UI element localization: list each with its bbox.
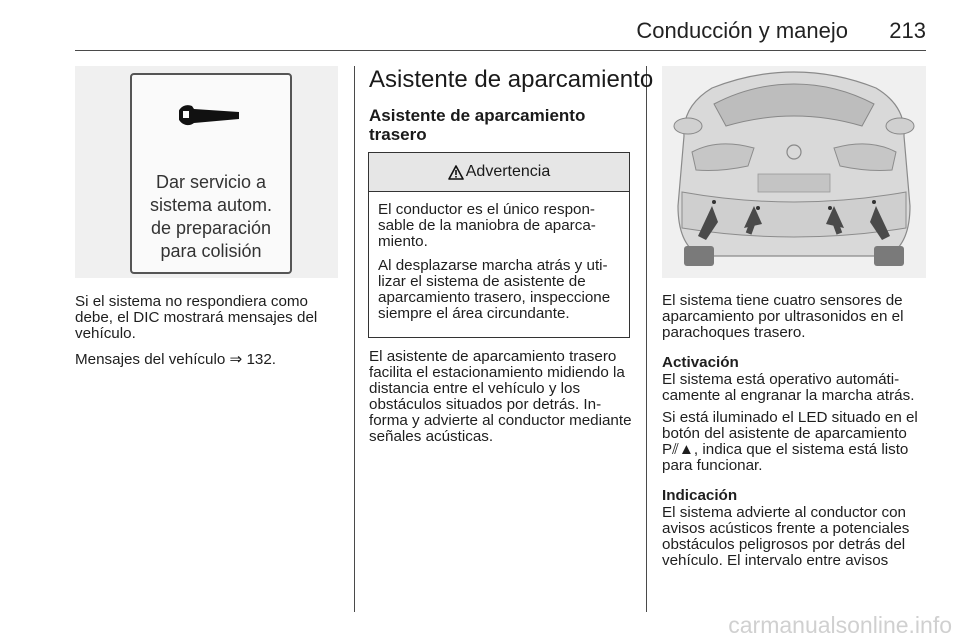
middle-column-text [369,349,633,455]
warning-paragraph-2: Al desplazarse marcha atrás y utilizar el sistema de asistente de aparcamiento trasero, inspeccione siempre el área circundante. [378,257,611,322]
left-column-text [75,294,337,378]
dic-paragraph: Si el sistema no respondiera como debe, el DIC mostrará mensajes del vehículo. [75,293,318,342]
indication-paragraph: El sistema advierte al conductor con avisos acústicos frente a potenciales obstáculos peligrosos por detrás del vehículo. El intervalo entre avisos [662,504,910,569]
warning-title: Advertencia [465,163,551,180]
warning-paragraph-1: El conductor es el único responsable de la maniobra de aparcamiento. [378,201,596,250]
vehicle-messages-reference: Mensajes del vehículo ⇒ 132. [75,351,276,368]
warning-triangle-icon [448,165,464,180]
indication-title: Indicación [662,487,738,504]
activation-paragraph-2: Si está iluminado el LED situado en el botón del asistente de aparcamiento P⫽▲, indica que el sistema está listo para funcionar. [662,409,918,474]
dic-message-text: Dar servicio a sistema autom. de preparación para colisión [149,172,273,261]
warning-header [369,153,629,192]
rear-bumper-figure [662,66,926,278]
activation-title: Activación [662,354,739,371]
page-number: 213 [889,18,926,43]
car-rear-sensors-illustration [662,66,926,278]
page-header [75,0,926,51]
column-divider-right [646,66,647,612]
watermark: carmanualsonline.info [728,612,952,638]
dic-display [130,73,292,274]
sensors-paragraph: El sistema tiene cuatro sensores de aparcamiento por ultrasonidos en el parachoques trasero. [662,292,904,341]
section-title: Conducción y manejo [636,18,848,43]
column-divider-left [354,66,355,612]
parking-assist-description: El asistente de aparcamiento trasero facilita el estacionamiento midiendo la distancia entre el vehículo y los obstáculos situados por detrás. Informa y advierte al conductor mediante señales acústicas. [369,348,632,445]
dic-message-figure [75,66,338,278]
warning-box [368,152,630,338]
section-heading: Asistente de aparcamiento [369,66,654,93]
right-column-text [662,293,928,579]
activation-paragraph-1: El sistema está operativo automáticamente al engranar la marcha atrás. [662,371,915,404]
subsection-heading: Asistente de aparcamiento trasero [369,106,586,144]
wrench-icon [179,103,241,129]
